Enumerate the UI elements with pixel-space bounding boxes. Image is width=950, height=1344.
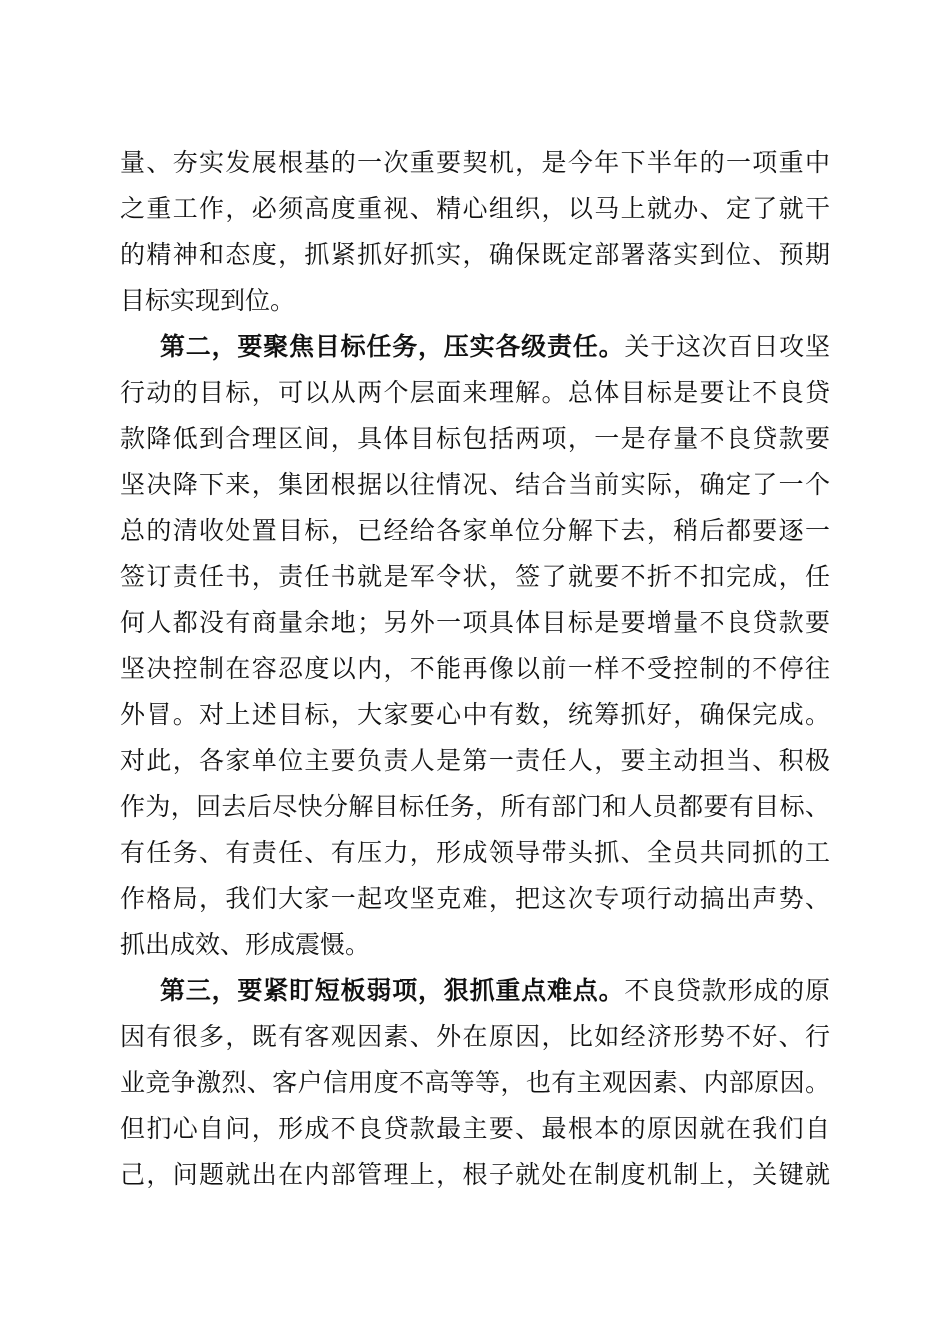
text-line: 对此，各家单位主要负责人是第一责任人，要主动担当、积极 — [120, 746, 830, 775]
text-line: 之重工作，必须高度重视、精心组织，以马上就办、定了就干 — [120, 194, 830, 223]
text-line: 因有很多，既有客观因素、外在原因，比如经济形势不好、行 — [120, 1022, 830, 1051]
text-line: 何人都没有商量余地；另外一项具体目标是要增量不良贷款要 — [120, 608, 830, 637]
text-line: 业竞争激烈、客户信用度不高等等，也有主观因素、内部原因。 — [120, 1068, 830, 1097]
text-line: 作格局，我们大家一起攻坚克难，把这次专项行动搞出声势、 — [120, 884, 830, 913]
text-line: 坚决控制在容忍度以内，不能再像以前一样不受控制的不停往 — [120, 654, 830, 683]
text-line: 总的清收处置目标，已经给各家单位分解下去，稍后都要逐一 — [120, 516, 830, 545]
text-line: 但扪心自问，形成不良贷款最主要、最根本的原因就在我们自 — [120, 1114, 830, 1143]
paragraph-2 — [120, 324, 830, 968]
text-line: 外冒。对上述目标，大家要心中有数，统筹抓好，确保完成。 — [120, 700, 830, 729]
paragraph-3 — [120, 968, 830, 1198]
text-line — [120, 968, 830, 1014]
paragraph-1 — [120, 140, 830, 324]
text-run: 不良贷款形成的原 — [624, 976, 830, 1005]
document-body — [120, 140, 830, 1198]
text-line: 抓出成效、形成震慑。 — [120, 930, 371, 959]
text-line: 的精神和态度，抓紧抓好抓实，确保既定部署落实到位、预期 — [120, 240, 830, 269]
paragraph-lead: 第二，要聚焦目标任务，压实各级责任。 — [160, 332, 625, 361]
paragraph-lead: 第三，要紧盯短板弱项，狠抓重点难点。 — [160, 976, 625, 1005]
text-line: 己，问题就出在内部管理上，根子就处在制度机制上，关键就 — [120, 1160, 830, 1189]
text-line: 作为，回去后尽快分解目标任务，所有部门和人员都要有目标、 — [120, 792, 830, 821]
text-line: 目标实现到位。 — [120, 286, 296, 315]
text-line: 款降低到合理区间，具体目标包括两项，一是存量不良贷款要 — [120, 424, 830, 453]
text-line — [120, 324, 830, 370]
text-line: 有任务、有责任、有压力，形成领导带头抓、全员共同抓的工 — [120, 838, 830, 867]
text-line: 签订责任书，责任书就是军令状，签了就要不折不扣完成，任 — [120, 562, 830, 591]
text-line: 行动的目标，可以从两个层面来理解。总体目标是要让不良贷 — [120, 378, 830, 407]
text-line: 量、夯实发展根基的一次重要契机，是今年下半年的一项重中 — [120, 148, 830, 177]
text-line: 坚决降下来，集团根据以往情况、结合当前实际，确定了一个 — [120, 470, 830, 499]
text-run: 关于这次百日攻坚 — [624, 332, 830, 361]
